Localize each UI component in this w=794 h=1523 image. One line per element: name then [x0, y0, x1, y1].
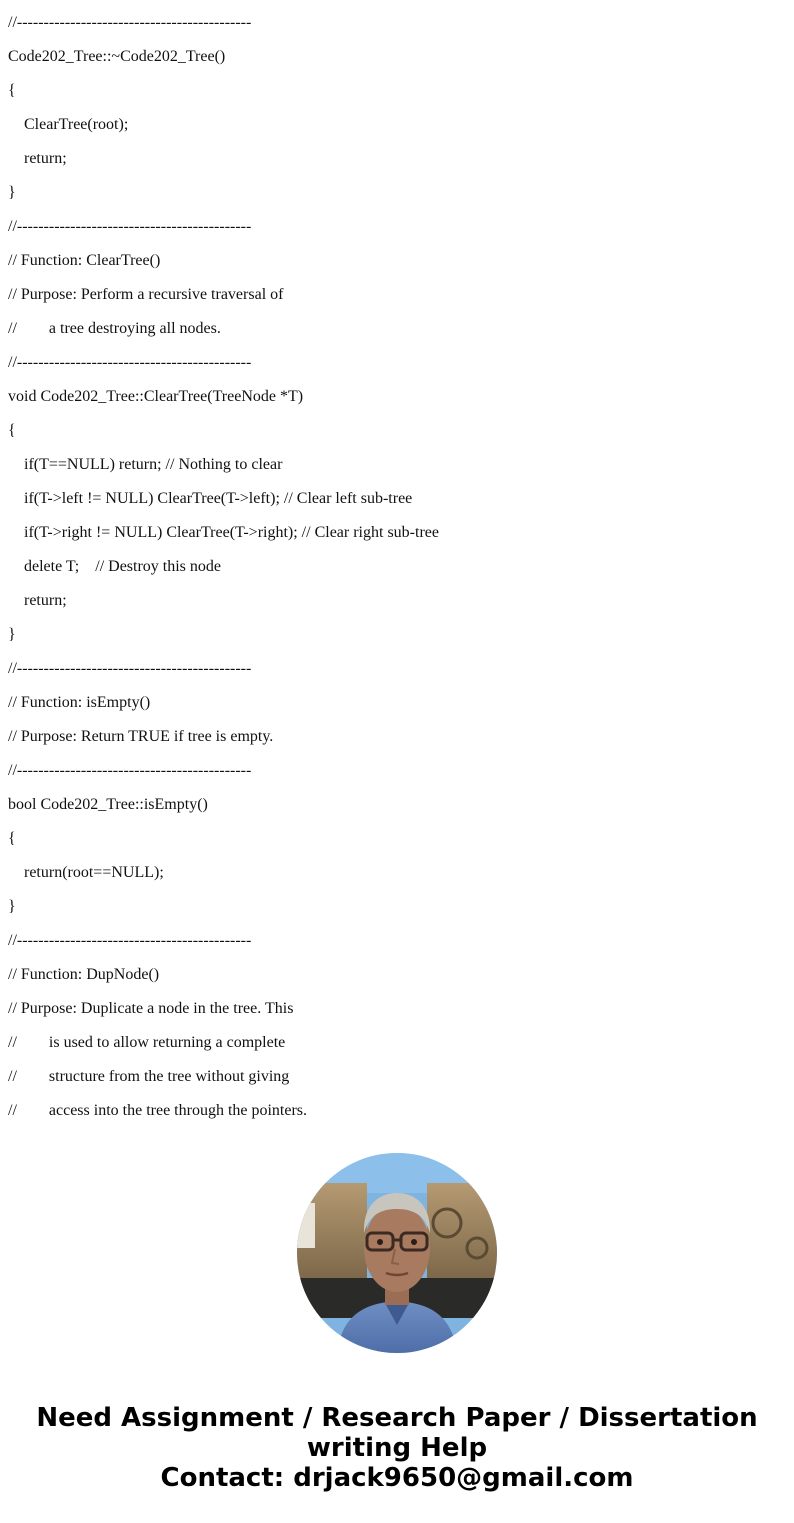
- code-line: Code202_Tree::~Code202_Tree(): [8, 48, 226, 65]
- code-listing: [8, 13, 778, 1135]
- code-line: // structure from the tree without giving: [8, 1068, 290, 1085]
- code-line: delete T; // Destroy this node: [8, 558, 222, 575]
- code-line: // Function: DupNode(): [8, 966, 160, 983]
- code-line: }: [8, 898, 16, 915]
- code-line: ClearTree(root);: [8, 116, 129, 133]
- contact-email: Contact: drjack9650@gmail.com: [160, 1463, 634, 1493]
- code-line: }: [8, 184, 16, 201]
- code-line: if(T->right != NULL) ClearTree(T->right); // Clear right sub-tree: [8, 524, 439, 541]
- code-line: //--------------------------------------------: [8, 932, 252, 949]
- code-line: //--------------------------------------------: [8, 660, 252, 677]
- code-line: }: [8, 626, 16, 643]
- author-avatar: [297, 1153, 497, 1353]
- code-line: //--------------------------------------------: [8, 762, 252, 779]
- code-line: //--------------------------------------------: [8, 14, 252, 31]
- code-line: // access into the tree through the pointers.: [8, 1102, 308, 1119]
- code-line: {: [8, 830, 16, 847]
- code-line: return;: [8, 592, 67, 609]
- code-line: return(root==NULL);: [8, 864, 164, 881]
- code-line: void Code202_Tree::ClearTree(TreeNode *T): [8, 388, 304, 405]
- code-line: {: [8, 82, 16, 99]
- code-line: // a tree destroying all nodes.: [8, 320, 221, 337]
- code-line: // Function: ClearTree(): [8, 252, 161, 269]
- code-line: {: [8, 422, 16, 439]
- code-line: // Purpose: Duplicate a node in the tree. This: [8, 1000, 294, 1017]
- code-line: if(T->left != NULL) ClearTree(T->left); // Clear left sub-tree: [8, 490, 413, 507]
- code-line: // Purpose: Perform a recursive traversal of: [8, 286, 284, 303]
- person-portrait-icon: [297, 1153, 497, 1353]
- code-line: //--------------------------------------------: [8, 354, 252, 371]
- code-line: // is used to allow returning a complete: [8, 1034, 286, 1051]
- code-line: bool Code202_Tree::isEmpty(): [8, 796, 208, 813]
- code-line: if(T==NULL) return; // Nothing to clear: [8, 456, 283, 473]
- code-line: // Function: isEmpty(): [8, 694, 151, 711]
- code-line: // Purpose: Return TRUE if tree is empty.: [8, 728, 274, 745]
- banner-line-2: writing Help: [306, 1433, 488, 1463]
- contact-banner: [0, 1403, 794, 1493]
- banner-line-1: Need Assignment / Research Paper / Dissertation: [36, 1403, 758, 1433]
- code-line: //--------------------------------------------: [8, 218, 252, 235]
- code-line: return;: [8, 150, 67, 167]
